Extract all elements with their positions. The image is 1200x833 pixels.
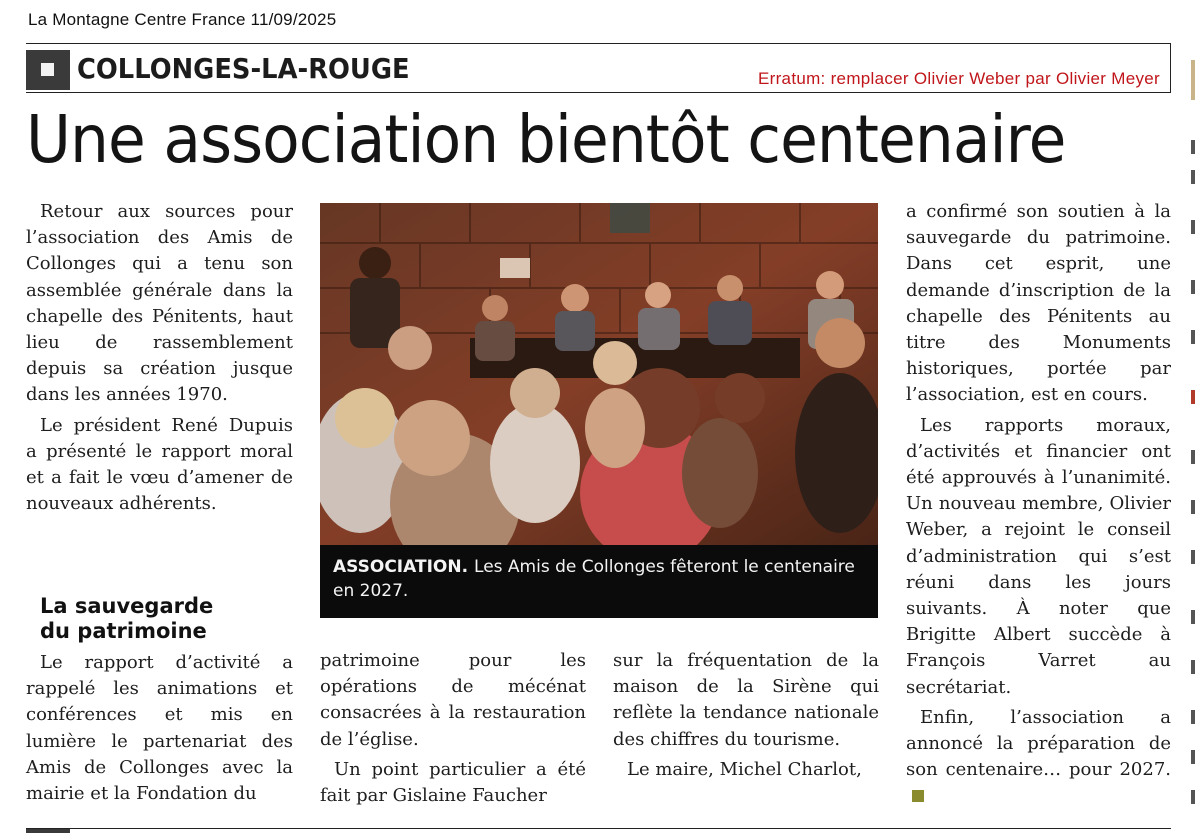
rubric-square-icon xyxy=(26,50,70,90)
paragraph: patrimoine pour les opérations de mécénat consacrées à la restauration de l’église. xyxy=(320,650,586,750)
paragraph: Retour aux sources pour l’association des Amis de Collonges qui a tenu son assemblée générale dans la chapelle des Pénitents, haut lieu de rassemblement depuis sa création jusque dans les années 1970. xyxy=(26,201,293,406)
paragraph: Les rapports moraux, d’activités et financier ont été approuvés à l’unanimité. Un nouveau membre, Olivier Weber, a rejoint le conseil d’administration qui s’est réuni dans les jours suivants. À noter que Brigitte Albert succède à François Varret au secrétariat. xyxy=(906,414,1171,698)
bottom-rule xyxy=(26,828,1171,829)
paragraph: Le rapport d’activité a rappelé les animations et conférences et mis en lumière le partenariat des Amis de Collonges avec la mairie et la Fondation du xyxy=(26,652,293,805)
rubric-title: COLLONGES-LA-ROUGE xyxy=(77,52,410,85)
caption-label: ASSOCIATION. xyxy=(333,557,469,577)
article-photo xyxy=(320,203,878,545)
column-3 xyxy=(613,648,879,787)
headline: Une association bientôt centenaire xyxy=(26,101,1066,178)
end-mark-icon xyxy=(912,790,924,802)
photo-caption xyxy=(320,545,878,618)
paragraph: Un point particulier a été fait par Gislaine Faucher xyxy=(320,758,586,807)
subheading: La sauvegarde du patrimoine xyxy=(40,594,214,643)
paragraph-final xyxy=(906,705,1171,810)
paragraph: a confirmé son soutien à la sauvegarde du patrimoine. Dans cet esprit, une demande d’inscription de la chapelle des Pénitents au titre des Monuments historiques, portée par l’association, est en cours. xyxy=(906,201,1171,406)
column-1-continued xyxy=(26,650,293,811)
paragraph: Le président René Dupuis a présenté le rapport moral et a fait le vœu d’amener de nouveaux adhérents. xyxy=(26,414,293,515)
paragraph: Le maire, Michel Charlot, xyxy=(627,758,862,780)
erratum-note: Erratum: remplacer Olivier Weber par Olivier Meyer xyxy=(758,69,1160,88)
paragraph: sur la fréquentation de la maison de la Sirène qui reflète la tendance nationale des chiffres du tourisme. xyxy=(613,650,879,750)
caption-text: Les Amis de Collonges fêteront le centenaire en 2027. xyxy=(333,557,855,601)
final-text: Enfin, l’association a annoncé la préparation de son centenaire… pour 2027. xyxy=(906,706,1171,781)
bottom-rubric-square xyxy=(26,829,70,833)
frame-right-rule xyxy=(1170,43,1171,93)
frame-top-rule xyxy=(26,43,1171,44)
column-2 xyxy=(320,648,586,813)
column-4 xyxy=(906,199,1171,814)
rubric-underline xyxy=(26,92,1171,93)
column-1 xyxy=(26,199,293,521)
adjacent-page-edge xyxy=(1188,50,1200,833)
source-line: La Montagne Centre France 11/09/2025 xyxy=(28,10,337,29)
